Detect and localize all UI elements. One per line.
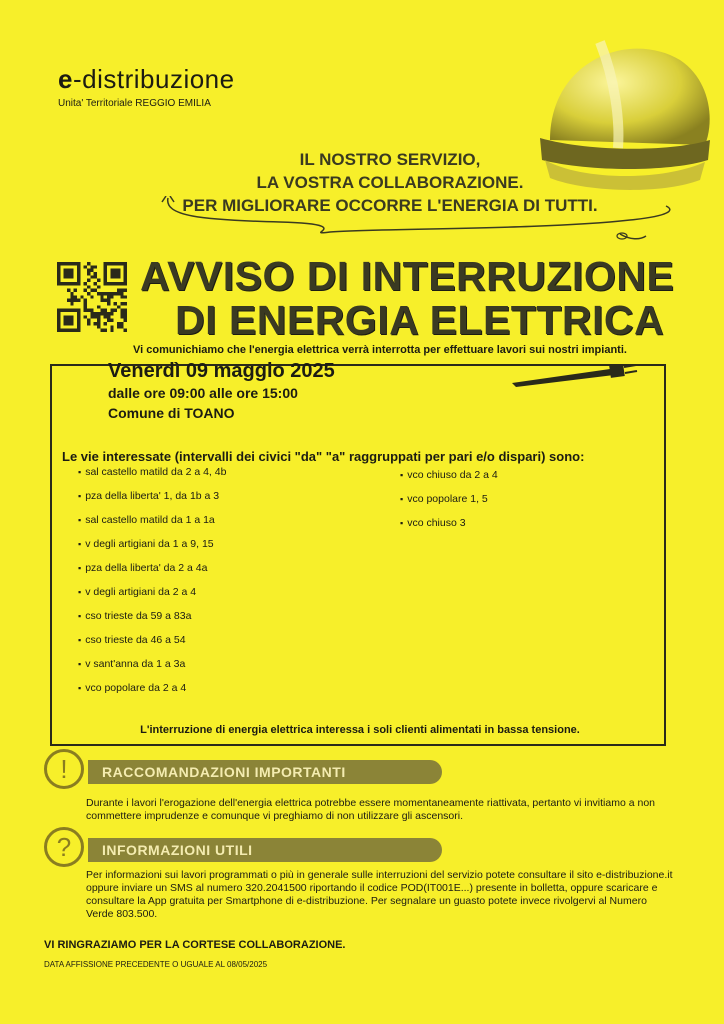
interruption-date: Venerdì 09 maggio 2025	[108, 360, 335, 382]
recommendations-banner: RACCOMANDAZIONI IMPORTANTI	[88, 760, 442, 784]
warning-icon: !	[44, 749, 84, 789]
streets-list-left	[78, 466, 378, 696]
municipality: Comune di TOANO	[108, 405, 235, 421]
notice-title-line-1: AVVISO DI INTERRUZIONE	[140, 253, 675, 299]
street-item: ▪ v degli artigiani da 1 a 9, 15	[78, 538, 214, 550]
thanks-text: VI RINGRAZIAMO PER LA CORTESE COLLABORAZIONE.	[44, 939, 346, 951]
recommendations-text: Durante i lavori l'erogazione dell'energia elettrica potrebbe essere momentaneamente riattivata, pertanto vi invitiamo a non commettere imprudenze e comunque vi preghiamo di non utilizzare gli ascensori.	[86, 797, 655, 822]
info-text: Per informazioni sui lavori programmati o più in generale sulle interruzioni del servizio potete consultare il sito e-distribuzione.it oppure inviare un SMS al numero 320.2041500 riportando il codice POD(IT001E...) presente in bolletta, oppure scaricare e consultare la App gratuita per Smartphone di e-distribuzione. Per segnalare un guasto potete invece rivolgervi al Numero Verde 803.500.	[86, 869, 673, 920]
street-item: ▪ v degli artigiani da 2 a 4	[78, 586, 196, 598]
qr-code[interactable]	[57, 262, 127, 332]
street-item: ▪ vco chiuso 3	[400, 517, 466, 529]
interruption-hours: dalle ore 09:00 alle ore 15:00	[108, 385, 298, 401]
street-item: ▪ vco popolare 1, 5	[400, 493, 488, 505]
street-item: ▪ pza della liberta' da 2 a 4a	[78, 562, 207, 574]
plug-icon	[510, 363, 640, 387]
street-item: ▪ v sant'anna da 1 a 3a	[78, 658, 185, 670]
intro-text: Vi comunichiamo che l'energia elettrica verrà interrotta per effettuare lavori sui nostri impianti.	[133, 344, 627, 356]
street-item: ▪ cso trieste da 59 a 83a	[78, 610, 191, 622]
question-icon: ?	[44, 827, 84, 867]
logo-text: -distribuzione	[72, 64, 235, 94]
street-item: ▪ pza della liberta' 1, da 1b a 3	[78, 490, 219, 502]
company-logo	[58, 64, 235, 95]
street-item: ▪ vco chiuso da 2 a 4	[400, 469, 498, 481]
low-voltage-note: L'interruzione di energia elettrica interessa i soli clienti alimentati in bassa tensione.	[140, 724, 580, 736]
street-item: ▪ sal castello matild da 2 a 4, 4b	[78, 466, 226, 478]
street-item: ▪ vco popolare da 2 a 4	[78, 682, 186, 694]
slogan-line-1: IL NOSTRO SERVIZIO,	[299, 150, 481, 169]
street-item: ▪ sal castello matild da 1 a 1a	[78, 514, 215, 526]
slogan-line-3: PER MIGLIORARE OCCORRE L'ENERGIA DI TUTTI.	[182, 196, 598, 215]
logo-e: e	[58, 64, 73, 94]
cable-decoration	[160, 196, 680, 250]
streets-title: Le vie interessate (intervalli dei civici "da" "a" raggruppati per pari e/o dispari) sono:	[62, 449, 585, 464]
posting-date: DATA AFFISSIONE PRECEDENTE O UGUALE AL 08/05/2025	[44, 960, 268, 969]
slogan-line-2: LA VOSTRA COLLABORAZIONE.	[256, 173, 524, 192]
notice-title-line-2: DI ENERGIA ELETTRICA	[175, 297, 665, 343]
territorial-unit: Unita' Territoriale REGGIO EMILIA	[58, 98, 211, 109]
info-banner: INFORMAZIONI UTILI	[88, 838, 442, 862]
streets-list-right	[400, 469, 620, 539]
street-item: ▪ cso trieste da 46 a 54	[78, 634, 186, 646]
